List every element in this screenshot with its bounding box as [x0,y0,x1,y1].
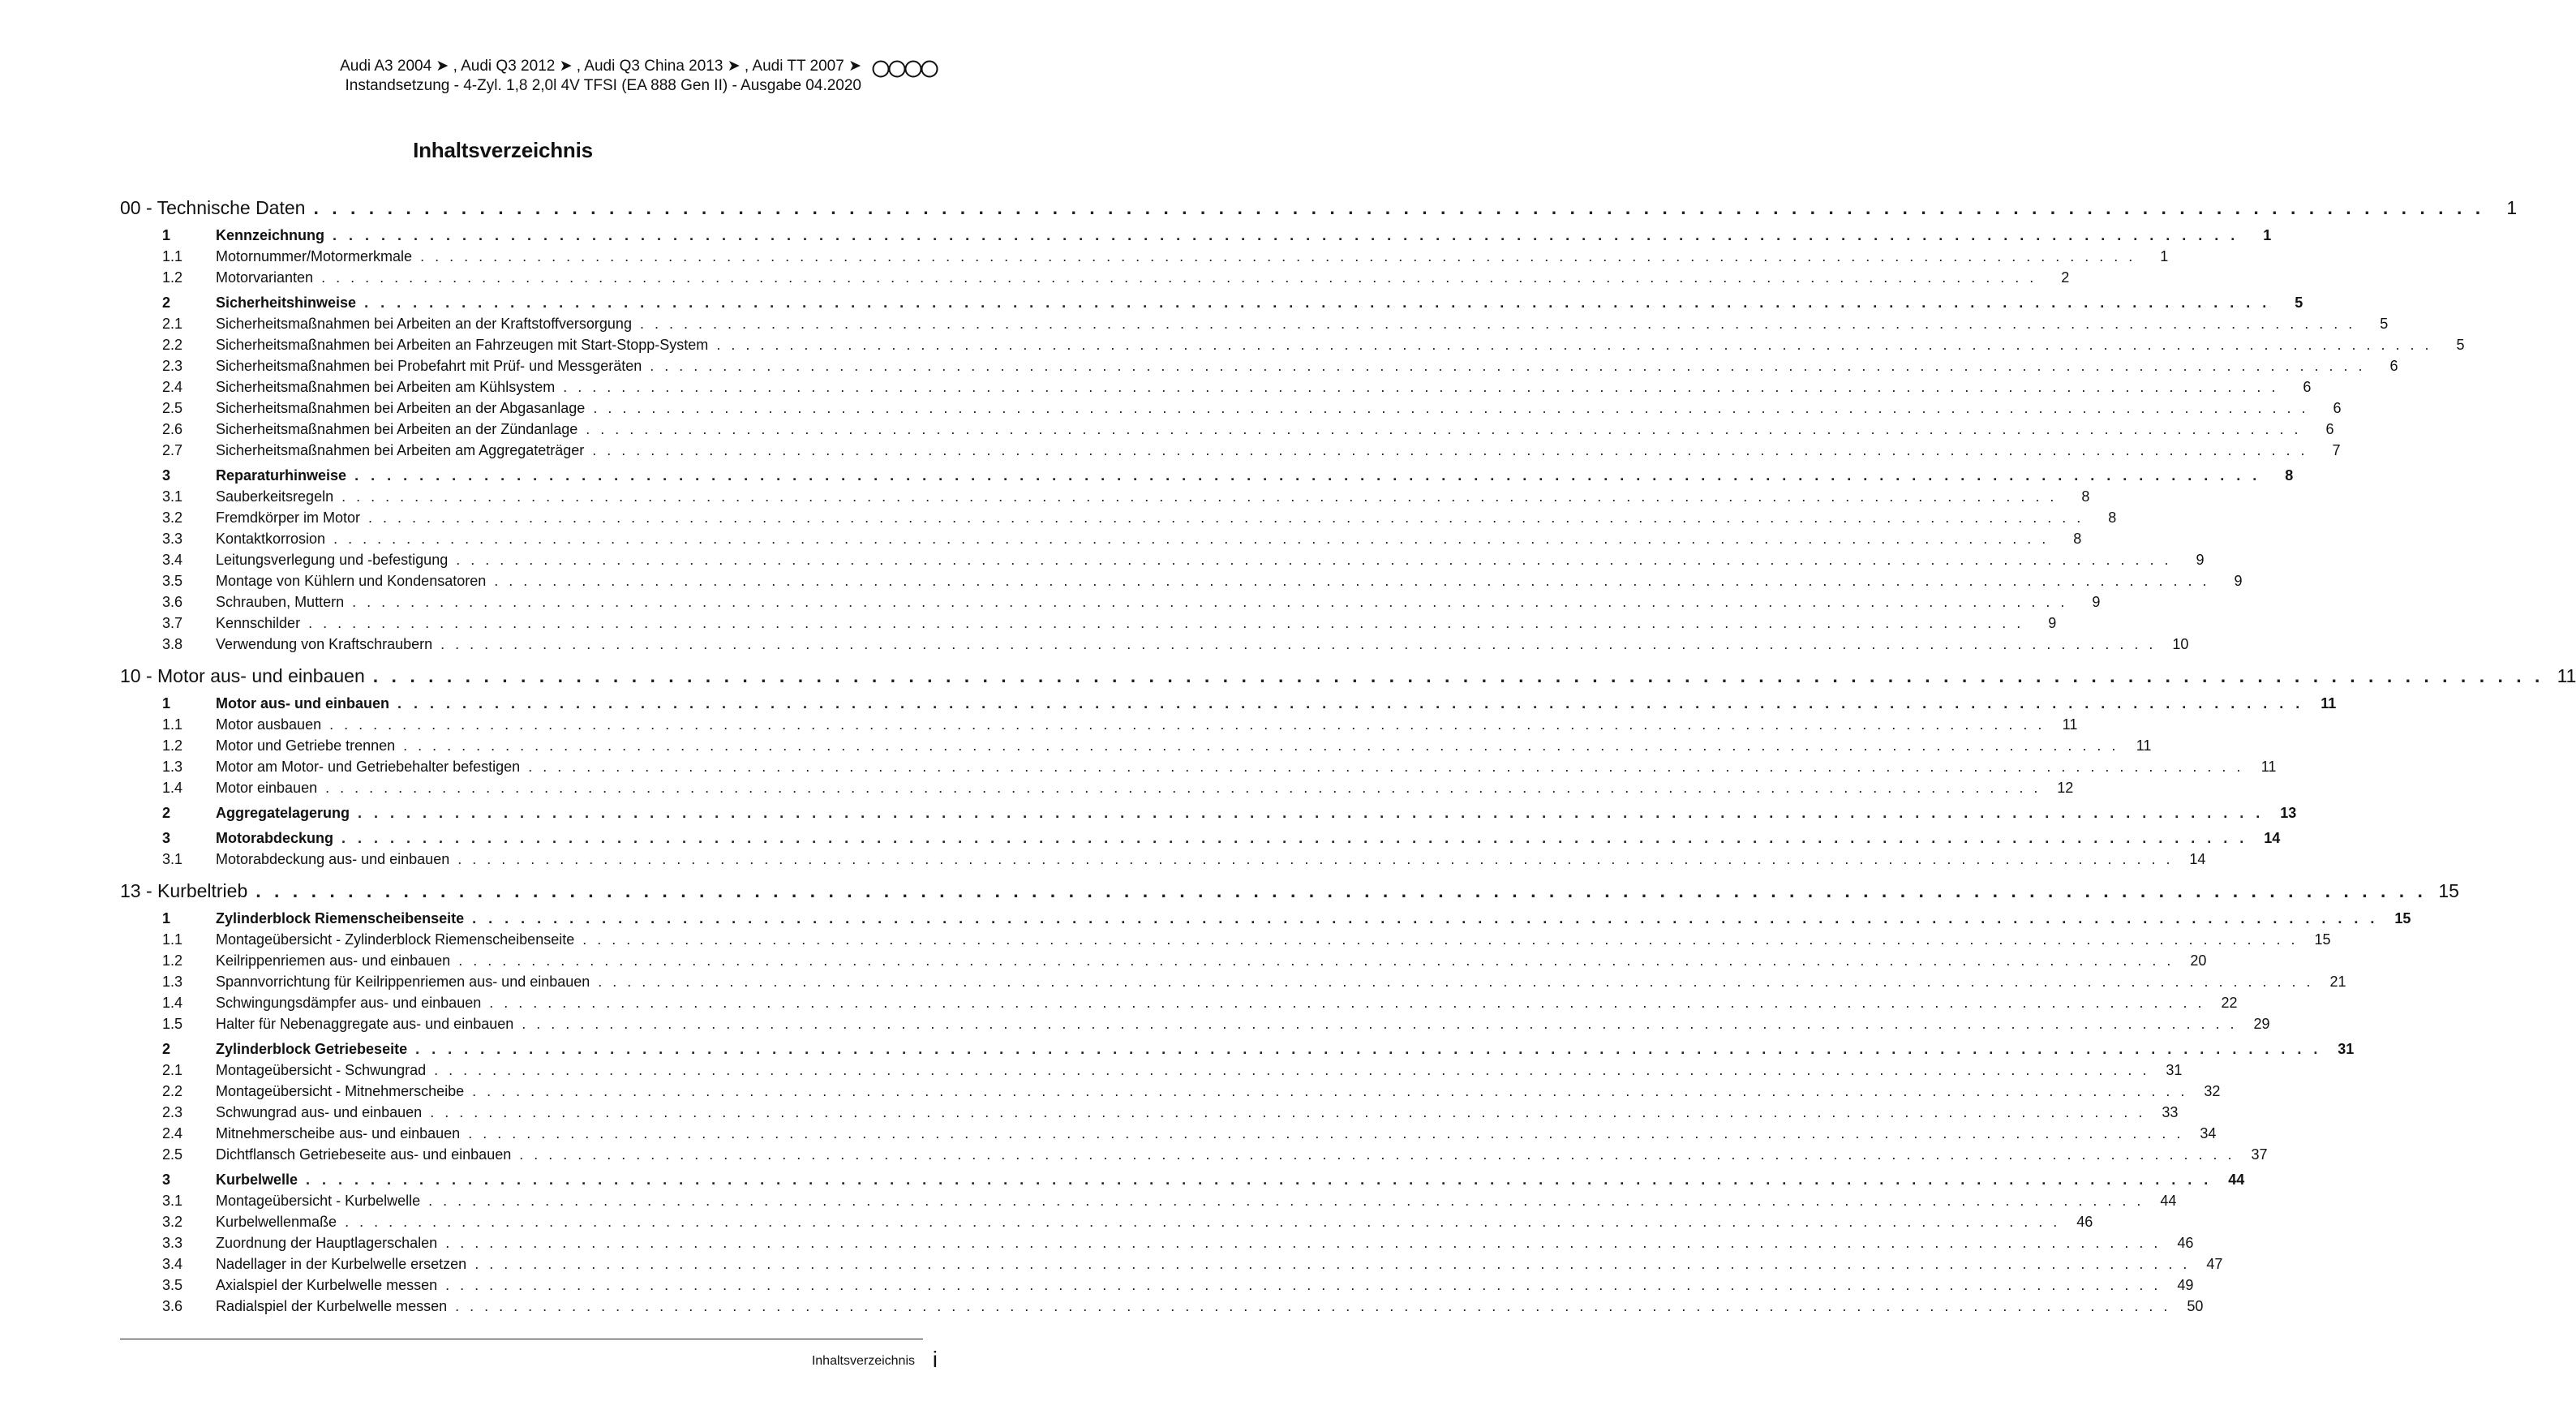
document-header [209,57,939,96]
toc-section[interactable] [120,1169,2245,1190]
dot-leader: . . . . . . . . . . . . . . . . . . . . . . . . . . . . . . . . . . . . . . . . . . . . . . . . . . . . . . . . . . . . . . . . . . . . . . . . . . . . . . . . . . . . . . . . . . . . . . . . . . . . . . . . . . . . . . . . . . . . . . [434,1062,2150,1078]
entry-page-number: 29 [2253,1016,2270,1032]
entry-title: Sicherheitsmaßnahmen bei Arbeiten an der Kraftstoffversorgung [216,316,632,332]
toc-section[interactable] [120,292,2303,313]
entry-page-number: 34 [2200,1125,2217,1141]
toc-entry[interactable] [120,756,2277,777]
chapter-page-number: 15 [2438,880,2459,901]
entry-title: Montageübersicht - Mitnehmerscheibe [216,1083,465,1099]
entry-number: 3.6 [162,1298,183,1314]
entry-number: 3 [162,830,171,846]
entry-page-number: 6 [2333,400,2342,416]
dot-leader: . . . . . . . . . . . . . . . . . . . . . . . . . . . . . . . . . . . . . . . . . . . . . . . . . . . . . . . . . . . . . . . . . . . . . . . . . . . . . . . . . . . . . . . . . . . . . . . . . . . . . . . . . . . . . . . . . . . . . . [472,910,2379,926]
header-subtitle: Instandsetzung - 4-Zyl. 1,8 2,0l 4V TFSI (EA 888 Gen II) - Ausgabe 04.2020 [345,77,861,94]
entry-number: 2.2 [162,337,183,353]
dot-leader: . . . . . . . . . . . . . . . . . . . . . . . . . . . . . . . . . . . . . . . . . . . . . . . . . . . . . . . . . . . . . . . . . . . . . . . . . . . . . . . . . . . . . . . . . . . . . . . . . . . . . . . . . . . . . . . . . . . . . . [306,1172,2213,1188]
toc-chapter[interactable] [120,195,2518,221]
entry-title: Motor am Motor- und Getriebehalter befestigen [216,759,521,775]
entry-number: 2.3 [162,358,183,374]
entry-title: Leitungsverlegung und -befestigung [216,552,449,568]
entry-number: 2 [162,294,171,311]
entry-title: Axialspiel der Kurbelwelle messen [216,1277,438,1293]
entry-title: Kennzeichnung [216,227,324,243]
dot-leader: . . . . . . . . . . . . . . . . . . . . . . . . . . . . . . . . . . . . . . . . . . . . . . . . . . . . . . . . . . . . . . . . . . . . . . . . . . . . . . . . . . . . . . . . . . . . . . . . . . . . . . . . . . . . . . . . . . . . . . [586,421,2302,437]
entry-title: Halter für Nebenaggregate aus- und einbauen [216,1016,514,1032]
entry-title: Motorabdeckung [216,830,334,846]
entry-number: 1.1 [162,248,183,264]
toc-entry[interactable] [120,714,2078,735]
toc-section[interactable] [120,225,2272,246]
entry-number: 3.5 [162,1277,183,1293]
entry-number: 3.4 [162,1256,183,1272]
dot-leader: . . . . . . . . . . . . . . . . . . . . . . . . . . . . . . . . . . . . . . . . . . . . . . . . . . . . . . . . . . . . . . . . . . . . . . . . . . . . . . . . . . . . . . . . . . . . . . . . . . . . . . . . . . . . . . . . . . . . . . [494,573,2210,589]
dot-leader: . . . . . . . . . . . . . . . . . . . . . . . . . . . . . . . . . . . . . . . . . . . . . . . . . . . . . . . . . . . . . . . . . . . . . . . . . . . . . . . . . . . . . . . . . . . . . . . . . . . . . . . . . . . . . . . . . . . . . . [650,358,2366,374]
entry-page-number: 44 [2228,1172,2245,1188]
entry-number: 2.6 [162,421,183,437]
entry-title: Fremdkörper im Motor [216,509,361,526]
entry-page-number: 13 [2280,805,2297,821]
entry-page-number: 33 [2162,1104,2179,1120]
entry-number: 3.1 [162,851,183,867]
entry-page-number: 31 [2338,1041,2355,1057]
entry-number: 1.2 [162,952,183,969]
entry-number: 3.4 [162,552,183,568]
entry-page-number: 14 [2189,851,2206,867]
toc-entry[interactable] [120,507,2117,528]
entry-title: Radialspiel der Kurbelwelle messen [216,1298,448,1314]
toc-entry[interactable] [120,849,2206,870]
entry-number: 1.1 [162,716,183,733]
toc-entry[interactable] [120,313,2389,334]
toc-section[interactable] [120,908,2411,929]
toc-entry[interactable] [120,1081,2221,1102]
toc-entry[interactable] [120,528,2082,549]
entry-page-number: 11 [2260,759,2277,775]
dot-leader: . . . . . . . . . . . . . . . . . . . . . . . . . . . . . . . . . . . . . . . . . . . . . . . . . . . . . . . . . . . . . . . . . . . . . . . . . . . . . . . . . . . . . . . . . . . . . . . . . . . . . . . . . . . . . . . . . . . . . . [255,880,2427,901]
toc-section[interactable] [120,1038,2355,1060]
toc-entry[interactable] [120,1296,2204,1317]
toc-entry[interactable] [120,971,2346,992]
entry-page-number: 1 [2160,248,2169,264]
entry-title: Montageübersicht - Kurbelwelle [216,1193,421,1209]
entry-page-number: 11 [2321,695,2337,712]
toc-chapter[interactable] [120,663,2576,689]
entry-number: 1.4 [162,780,183,796]
entry-number: 1.2 [162,737,183,754]
page-title: Inhaltsverzeichnis [413,138,593,162]
entry-page-number: 22 [2221,995,2238,1011]
dot-leader: . . . . . . . . . . . . . . . . . . . . . . . . . . . . . . . . . . . . . . . . . . . . . . . . . . . . . . . . . . . . . . . . . . . . . . . . . . . . . . . . . . . . . . . . . . . . . . . . . . . . . . . . . . . . . . . . . . . . . . [415,1041,2322,1057]
entry-page-number: 6 [2325,421,2334,437]
dot-leader: . . . . . . . . . . . . . . . . . . . . . . . . . . . . . . . . . . . . . . . . . . . . . . . . . . . . . . . . . . . . . . . . . . . . . . . . . . . . . . . . . . . . . . . . . . . . . . . . . . . . . . . . . . . . . . . . . . . . . . [563,379,2279,395]
toc-entry[interactable] [120,591,2101,613]
entry-number: 3.5 [162,573,183,589]
entry-title: Schwingungsdämpfer aus- und einbauen [216,995,482,1011]
dot-leader: . . . . . . . . . . . . . . . . . . . . . . . . . . . . . . . . . . . . . . . . . . . . . . . . . . . . . . . . . . . . . . . . . . . . . . . . . . . . . . . . . . . . . . . . . . . . . . . . . . . . . . . . . . . . . . . . . . . . . . [440,636,2157,652]
entry-title: Montageübersicht - Schwungrad [216,1062,427,1078]
entry-title: Verwendung von Kraftschraubern [216,636,433,652]
dot-leader: . . . . . . . . . . . . . . . . . . . . . . . . . . . . . . . . . . . . . . . . . . . . . . . . . . . . . . . . . . . . . . . . . . . . . . . . . . . . . . . . . . . . . . . . . . . . . . . . . . . . . . . . . . . . . . . . . . . . . . [582,931,2299,948]
entry-page-number: 32 [2204,1083,2221,1099]
toc-entry[interactable] [120,267,2070,288]
dot-leader: . . . . . . . . . . . . . . . . . . . . . . . . . . . . . . . . . . . . . . . . . . . . . . . . . . . . . . . . . . . . . . . . . . . . . . . . . . . . . . . . . . . . . . . . . . . . . . . . . . . . . . . . . . . . . . . . . . . . . . [468,1125,2184,1141]
entry-page-number: 9 [2092,594,2101,610]
dot-leader: . . . . . . . . . . . . . . . . . . . . . . . . . . . . . . . . . . . . . . . . . . . . . . . . . . . . . . . . . . . . . . . . . . . . . . . . . . . . . . . . . . . . . . . . . . . . . . . . . . . . . . . . . . . . . . . . . . . . . . [472,1083,2188,1099]
entry-title: Montage von Kühlern und Kondensatoren [216,573,487,589]
entry-title: Motor und Getriebe trennen [216,737,396,754]
entry-title: Sicherheitsmaßnahmen bei Arbeiten am Aggregateträger [216,442,585,458]
dot-leader: . . . . . . . . . . . . . . . . . . . . . . . . . . . . . . . . . . . . . . . . . . . . . . . . . . . . . . . . . . . . . . . . . . . . . . . . . . . . . . . . . . . . . . . . . . . . . . . . . . . . . . . . . . . . . . . . . . . . . . [519,1146,2235,1163]
header-models: Audi A3 2004 ➤ , Audi Q3 2012 ➤ , Audi Q3 China 2013 ➤ , Audi TT 2007 ➤ [340,58,861,75]
entry-page-number: 2 [2061,269,2070,286]
entry-title: Sicherheitsmaßnahmen bei Arbeiten an der Abgasanlage [216,400,586,416]
entry-number: 2 [162,1041,171,1057]
entry-title: Motor einbauen [216,780,318,796]
dot-leader: . . . . . . . . . . . . . . . . . . . . . . . . . . . . . . . . . . . . . . . . . . . . . . . . . . . . . . . . . . . . . . . . . . . . . . . . . . . . . . . . . . . . . . . . . . . . . . . . . . . . . . . . . . . . . . . . . . . . . . [445,1235,2162,1251]
entry-title: Reparaturhinweise [216,467,347,484]
entry-page-number: 7 [2332,442,2341,458]
entry-page-number: 11 [2136,737,2152,754]
entry-title: Sicherheitsmaßnahmen bei Arbeiten an Fahrzeugen mit Start-Stopp-System [216,337,709,353]
entry-number: 1.2 [162,269,183,286]
entry-page-number: 10 [2172,636,2189,652]
entry-page-number: 5 [2380,316,2389,332]
entry-title: Keilrippenriemen aus- und einbauen [216,952,451,969]
dot-leader: . . . . . . . . . . . . . . . . . . . . . . . . . . . . . . . . . . . . . . . . . . . . . . . . . . . . . . . . . . . . . . . . . . . . . . . . . . . . . . . . . . . . . . . . . . . . . . . . . . . . . . . . . . . . . . . . . . . . . . [372,665,2544,686]
dot-leader: . . . . . . . . . . . . . . . . . . . . . . . . . . . . . . . . . . . . . . . . . . . . . . . . . . . . . . . . . . . . . . . . . . . . . . . . . . . . . . . . . . . . . . . . . . . . . . . . . . . . . . . . . . . . . . . . . . . . . . [528,759,2244,775]
entry-page-number: 49 [2177,1277,2194,1293]
entry-number: 2.4 [162,379,183,395]
entry-number: 1 [162,910,171,926]
entry-page-number: 37 [2251,1146,2268,1163]
entry-number: 3.3 [162,1235,183,1251]
entry-page-number: 15 [2394,910,2411,926]
dot-leader: . . . . . . . . . . . . . . . . . . . . . . . . . . . . . . . . . . . . . . . . . . . . . . . . . . . . . . . . . . . . . . . . . . . . . . . . . . . . . . . . . . . . . . . . . . . . . . . . . . . . . . . . . . . . . . . . . . . . . . [474,1256,2191,1272]
entry-title: Zuordnung der Hauptlagerschalen [216,1235,438,1251]
dot-leader: . . . . . . . . . . . . . . . . . . . . . . . . . . . . . . . . . . . . . . . . . . . . . . . . . . . . . . . . . . . . . . . . . . . . . . . . . . . . . . . . . . . . . . . . . . . . . . . . . . . . . . . . . . . . . . . . . . . . . . [455,1298,2171,1314]
toc-entry[interactable] [120,398,2342,419]
entry-title: Kontaktkorrosion [216,531,326,547]
entry-number: 2.5 [162,1146,183,1163]
entry-title: Sicherheitshinweise [216,294,357,311]
dot-leader: . . . . . . . . . . . . . . . . . . . . . . . . . . . . . . . . . . . . . . . . . . . . . . . . . . . . . . . . . . . . . . . . . . . . . . . . . . . . . . . . . . . . . . . . . . . . . . . . . . . . . . . . . . . . . . . . . . . . . . [445,1277,2162,1293]
toc-chapter[interactable] [120,878,2459,904]
toc-entry[interactable] [120,992,2238,1013]
entry-page-number: 46 [2076,1214,2093,1230]
dot-leader: . . . . . . . . . . . . . . . . . . . . . . . . . . . . . . . . . . . . . . . . . . . . . . . . . . . . . . . . . . . . . . . . . . . . . . . . . . . . . . . . . . . . . . . . . . . . . . . . . . . . . . . . . . . . . . . . . . . . . . [457,851,2174,867]
entry-title: Sicherheitsmaßnahmen bei Probefahrt mit Prüf- und Messgeräten [216,358,642,374]
toc-entry[interactable] [120,1144,2268,1165]
entry-title: Schwungrad aus- und einbauen [216,1104,423,1120]
dot-leader: . . . . . . . . . . . . . . . . . . . . . . . . . . . . . . . . . . . . . . . . . . . . . . . . . . . . . . . . . . . . . . . . . . . . . . . . . . . . . . . . . . . . . . . . . . . . . . . . . . . . . . . . . . . . . . . . . . . . . . [458,952,2175,969]
dot-leader: . . . . . . . . . . . . . . . . . . . . . . . . . . . . . . . . . . . . . . . . . . . . . . . . . . . . . . . . . . . . . . . . . . . . . . . . . . . . . . . . . . . . . . . . . . . . . . . . . . . . . . . . . . . . . . . . . . . . . . [639,316,2356,332]
dot-leader: . . . . . . . . . . . . . . . . . . . . . . . . . . . . . . . . . . . . . . . . . . . . . . . . . . . . . . . . . . . . . . . . . . . . . . . . . . . . . . . . . . . . . . . . . . . . . . . . . . . . . . . . . . . . . . . . . . . . . . [420,248,2136,264]
entry-number: 2.2 [162,1083,183,1099]
entry-page-number: 5 [2456,337,2465,353]
dot-leader: . . . . . . . . . . . . . . . . . . . . . . . . . . . . . . . . . . . . . . . . . . . . . . . . . . . . . . . . . . . . . . . . . . . . . . . . . . . . . . . . . . . . . . . . . . . . . . . . . . . . . . . . . . . . . . . . . . . . . . [522,1016,2238,1032]
dot-leader: . . . . . . . . . . . . . . . . . . . . . . . . . . . . . . . . . . . . . . . . . . . . . . . . . . . . . . . . . . . . . . . . . . . . . . . . . . . . . . . . . . . . . . . . . . . . . . . . . . . . . . . . . . . . . . . . . . . . . . [333,227,2239,243]
entry-number: 1.3 [162,759,183,775]
toc-section[interactable] [120,693,2337,714]
entry-number: 2.4 [162,1125,183,1141]
dot-leader: . . . . . . . . . . . . . . . . . . . . . . . . . . . . . . . . . . . . . . . . . . . . . . . . . . . . . . . . . . . . . . . . . . . . . . . . . . . . . . . . . . . . . . . . . . . . . . . . . . . . . . . . . . . . . . . . . . . . . . [329,716,2046,733]
entry-number: 3.8 [162,636,183,652]
entry-page-number: 11 [2062,716,2078,733]
entry-number: 2.7 [162,442,183,458]
entry-page-number: 6 [2389,358,2398,374]
toc-entry[interactable] [120,777,2074,798]
chapter-page-number: 11 [2557,665,2576,686]
dot-leader: . . . . . . . . . . . . . . . . . . . . . . . . . . . . . . . . . . . . . . . . . . . . . . . . . . . . . . . . . . . . . . . . . . . . . . . . . . . . . . . . . . . . . . . . . . . . . . . . . . . . . . . . . . . . . . . . . . . . . . [403,737,2119,754]
entry-title: Nadellager in der Kurbelwelle ersetzen [216,1256,467,1272]
toc-entry[interactable] [120,419,2334,440]
dot-leader: . . . . . . . . . . . . . . . . . . . . . . . . . . . . . . . . . . . . . . . . . . . . . . . . . . . . . . . . . . . . . . . . . . . . . . . . . . . . . . . . . . . . . . . . . . . . . . . . . . . . . . . . . . . . . . . . . . . . . . [716,337,2432,353]
entry-number: 1.1 [162,931,183,948]
entry-number: 1 [162,695,171,712]
entry-page-number: 46 [2177,1235,2194,1251]
entry-title: Zylinderblock Riemenscheibenseite [216,910,465,926]
entry-number: 3 [162,1172,171,1188]
toc-entry[interactable] [120,634,2189,655]
entry-title: Motor ausbauen [216,716,322,733]
entry-number: 3.1 [162,488,183,505]
audi-rings-icon [871,59,939,79]
footer-page-number: i [932,1347,938,1372]
toc-entry[interactable] [120,1211,2093,1232]
table-of-contents [120,195,2576,1317]
dot-leader: . . . . . . . . . . . . . . . . . . . . . . . . . . . . . . . . . . . . . . . . . . . . . . . . . . . . . . . . . . . . . . . . . . . . . . . . . . . . . . . . . . . . . . . . . . . . . . . . . . . . . . . . . . . . . . . . . . . . . . [354,467,2261,484]
toc-entry[interactable] [120,334,2465,355]
entry-number: 3.7 [162,615,183,631]
toc-section[interactable] [120,828,2281,849]
entry-number: 3.3 [162,531,183,547]
toc-entry[interactable] [120,1013,2270,1034]
dot-leader: . . . . . . . . . . . . . . . . . . . . . . . . . . . . . . . . . . . . . . . . . . . . . . . . . . . . . . . . . . . . . . . . . . . . . . . . . . . . . . . . . . . . . . . . . . . . . . . . . . . . . . . . . . . . . . . . . . . . . . [456,552,2172,568]
dot-leader: . . . . . . . . . . . . . . . . . . . . . . . . . . . . . . . . . . . . . . . . . . . . . . . . . . . . . . . . . . . . . . . . . . . . . . . . . . . . . . . . . . . . . . . . . . . . . . . . . . . . . . . . . . . . . . . . . . . . . . [397,695,2304,712]
entry-page-number: 9 [2196,552,2205,568]
toc-entry[interactable] [120,1232,2194,1253]
entry-page-number: 15 [2314,931,2331,948]
entry-number: 2.5 [162,400,183,416]
entry-number: 2.1 [162,316,183,332]
toc-section[interactable] [120,802,2297,823]
entry-title: Sauberkeitsregeln [216,488,334,505]
entry-title: Motornummer/Motormerkmale [216,248,413,264]
entry-page-number: 44 [2160,1193,2177,1209]
toc-entry[interactable] [120,1123,2217,1144]
entry-page-number: 8 [2108,509,2117,526]
entry-number: 1.4 [162,995,183,1011]
dot-leader: . . . . . . . . . . . . . . . . . . . . . . . . . . . . . . . . . . . . . . . . . . . . . . . . . . . . . . . . . . . . . . . . . . . . . . . . . . . . . . . . . . . . . . . . . . . . . . . . . . . . . . . . . . . . . . . . . . . . . . [368,509,2084,526]
toc-entry[interactable] [120,376,2312,398]
entry-page-number: 20 [2190,952,2207,969]
entry-title: Spannvorrichtung für Keilrippenriemen aus- und einbauen [216,974,590,990]
entry-page-number: 1 [2263,227,2272,243]
chapter-title: 10 - Motor aus- und einbauen [120,665,365,686]
entry-number: 1.5 [162,1016,183,1032]
toc-entry[interactable] [120,246,2169,267]
entry-page-number: 47 [2206,1256,2223,1272]
dot-leader: . . . . . . . . . . . . . . . . . . . . . . . . . . . . . . . . . . . . . . . . . . . . . . . . . . . . . . . . . . . . . . . . . . . . . . . . . . . . . . . . . . . . . . . . . . . . . . . . . . . . . . . . . . . . . . . . . . . . . . [308,615,2024,631]
toc-entry[interactable] [120,1060,2183,1081]
entry-title: Kennschilder [216,615,301,631]
entry-page-number: 31 [2166,1062,2183,1078]
chapter-page-number: 1 [2506,197,2518,218]
entry-number: 3.2 [162,1214,183,1230]
entry-number: 2.1 [162,1062,183,1078]
toc-entry[interactable] [120,1275,2194,1296]
dot-leader: . . . . . . . . . . . . . . . . . . . . . . . . . . . . . . . . . . . . . . . . . . . . . . . . . . . . . . . . . . . . . . . . . . . . . . . . . . . . . . . . . . . . . . . . . . . . . . . . . . . . . . . . . . . . . . . . . . . . . . [321,269,2037,286]
dot-leader: . . . . . . . . . . . . . . . . . . . . . . . . . . . . . . . . . . . . . . . . . . . . . . . . . . . . . . . . . . . . . . . . . . . . . . . . . . . . . . . . . . . . . . . . . . . . . . . . . . . . . . . . . . . . . . . . . . . . . . [489,995,2205,1011]
entry-title: Motorabdeckung aus- und einbauen [216,851,450,867]
entry-number: 3.6 [162,594,183,610]
entry-page-number: 9 [2048,615,2057,631]
entry-title: Sicherheitsmaßnahmen bei Arbeiten am Kühlsystem [216,379,556,395]
chapter-title: 00 - Technische Daten [120,197,306,218]
toc-entry[interactable] [120,1102,2179,1123]
chapter-title: 13 - Kurbeltrieb [120,880,248,901]
entry-number: 2 [162,805,171,821]
entry-number: 2.3 [162,1104,183,1120]
dot-leader: . . . . . . . . . . . . . . . . . . . . . . . . . . . . . . . . . . . . . . . . . . . . . . . . . . . . . . . . . . . . . . . . . . . . . . . . . . . . . . . . . . . . . . . . . . . . . . . . . . . . . . . . . . . . . . . . . . . . . . [428,1193,2145,1209]
toc-entry[interactable] [120,1253,2223,1275]
entry-title: Mitnehmerscheibe aus- und einbauen [216,1125,461,1141]
entry-page-number: 8 [2073,531,2082,547]
toc-section[interactable] [120,465,2294,486]
toc-entry[interactable] [120,613,2057,634]
entry-title: Aggregatelagerung [216,805,350,821]
entry-number: 3.1 [162,1193,183,1209]
dot-leader: . . . . . . . . . . . . . . . . . . . . . . . . . . . . . . . . . . . . . . . . . . . . . . . . . . . . . . . . . . . . . . . . . . . . . . . . . . . . . . . . . . . . . . . . . . . . . . . . . . . . . . . . . . . . . . . . . . . . . . [592,442,2308,458]
entry-page-number: 21 [2329,974,2346,990]
entry-title: Kurbelwellenmaße [216,1214,337,1230]
toc-entry[interactable] [120,355,2398,376]
entry-title: Sicherheitsmaßnahmen bei Arbeiten an der Zündanlage [216,421,578,437]
entry-title: Motorvarianten [216,269,314,286]
dot-leader: . . . . . . . . . . . . . . . . . . . . . . . . . . . . . . . . . . . . . . . . . . . . . . . . . . . . . . . . . . . . . . . . . . . . . . . . . . . . . . . . . . . . . . . . . . . . . . . . . . . . . . . . . . . . . . . . . . . . . . [593,400,2309,416]
dot-leader: . . . . . . . . . . . . . . . . . . . . . . . . . . . . . . . . . . . . . . . . . . . . . . . . . . . . . . . . . . . . . . . . . . . . . . . . . . . . . . . . . . . . . . . . . . . . . . . . . . . . . . . . . . . . . . . . . . . . . . [345,1214,2061,1230]
entry-page-number: 5 [2295,294,2303,311]
entry-number: 1 [162,227,171,243]
toc-entry[interactable] [120,929,2331,950]
dot-leader: . . . . . . . . . . . . . . . . . . . . . . . . . . . . . . . . . . . . . . . . . . . . . . . . . . . . . . . . . . . . . . . . . . . . . . . . . . . . . . . . . . . . . . . . . . . . . . . . . . . . . . . . . . . . . . . . . . . . . . [325,780,2041,796]
footer-label: Inhaltsverzeichnis [811,1354,915,1368]
entry-title: Zylinderblock Getriebeseite [216,1041,408,1057]
dot-leader: . . . . . . . . . . . . . . . . . . . . . . . . . . . . . . . . . . . . . . . . . . . . . . . . . . . . . . . . . . . . . . . . . . . . . . . . . . . . . . . . . . . . . . . . . . . . . . . . . . . . . . . . . . . . . . . . . . . . . . [364,294,2271,311]
toc-entry[interactable] [120,486,2090,507]
entry-title: Dichtflansch Getriebeseite aus- und einbauen [216,1146,512,1163]
toc-entry[interactable] [120,735,2152,756]
dot-leader: . . . . . . . . . . . . . . . . . . . . . . . . . . . . . . . . . . . . . . . . . . . . . . . . . . . . . . . . . . . . . . . . . . . . . . . . . . . . . . . . . . . . . . . . . . . . . . . . . . . . . . . . . . . . . . . . . . . . . . [313,197,2485,218]
dot-leader: . . . . . . . . . . . . . . . . . . . . . . . . . . . . . . . . . . . . . . . . . . . . . . . . . . . . . . . . . . . . . . . . . . . . . . . . . . . . . . . . . . . . . . . . . . . . . . . . . . . . . . . . . . . . . . . . . . . . . . [341,830,2248,846]
entry-page-number: 50 [2187,1298,2204,1314]
toc-entry[interactable] [120,570,2243,591]
toc-entry[interactable] [120,1190,2177,1211]
entry-title: Kurbelwelle [216,1172,298,1188]
entry-page-number: 14 [2264,830,2281,846]
entry-number: 3 [162,467,171,484]
dot-leader: . . . . . . . . . . . . . . . . . . . . . . . . . . . . . . . . . . . . . . . . . . . . . . . . . . . . . . . . . . . . . . . . . . . . . . . . . . . . . . . . . . . . . . . . . . . . . . . . . . . . . . . . . . . . . . . . . . . . . . [341,488,2058,505]
entry-page-number: 8 [2285,467,2294,484]
entry-number: 3.2 [162,509,183,526]
entry-page-number: 6 [2303,379,2312,395]
entry-number: 1.3 [162,974,183,990]
entry-title: Schrauben, Muttern [216,594,345,610]
toc-entry[interactable] [120,549,2205,570]
entry-page-number: 8 [2081,488,2090,505]
dot-leader: . . . . . . . . . . . . . . . . . . . . . . . . . . . . . . . . . . . . . . . . . . . . . . . . . . . . . . . . . . . . . . . . . . . . . . . . . . . . . . . . . . . . . . . . . . . . . . . . . . . . . . . . . . . . . . . . . . . . . . [430,1104,2146,1120]
dot-leader: . . . . . . . . . . . . . . . . . . . . . . . . . . . . . . . . . . . . . . . . . . . . . . . . . . . . . . . . . . . . . . . . . . . . . . . . . . . . . . . . . . . . . . . . . . . . . . . . . . . . . . . . . . . . . . . . . . . . . . [598,974,2314,990]
dot-leader: . . . . . . . . . . . . . . . . . . . . . . . . . . . . . . . . . . . . . . . . . . . . . . . . . . . . . . . . . . . . . . . . . . . . . . . . . . . . . . . . . . . . . . . . . . . . . . . . . . . . . . . . . . . . . . . . . . . . . . [358,805,2265,821]
entry-title: Montageübersicht - Zylinderblock Riemenscheibenseite [216,931,575,948]
entry-page-number: 12 [2057,780,2074,796]
toc-entry[interactable] [120,440,2341,461]
toc-entry[interactable] [120,950,2207,971]
dot-leader: . . . . . . . . . . . . . . . . . . . . . . . . . . . . . . . . . . . . . . . . . . . . . . . . . . . . . . . . . . . . . . . . . . . . . . . . . . . . . . . . . . . . . . . . . . . . . . . . . . . . . . . . . . . . . . . . . . . . . . [352,594,2068,610]
entry-page-number: 9 [2234,573,2243,589]
entry-title: Motor aus- und einbauen [216,695,389,712]
dot-leader: . . . . . . . . . . . . . . . . . . . . . . . . . . . . . . . . . . . . . . . . . . . . . . . . . . . . . . . . . . . . . . . . . . . . . . . . . . . . . . . . . . . . . . . . . . . . . . . . . . . . . . . . . . . . . . . . . . . . . . [333,531,2050,547]
